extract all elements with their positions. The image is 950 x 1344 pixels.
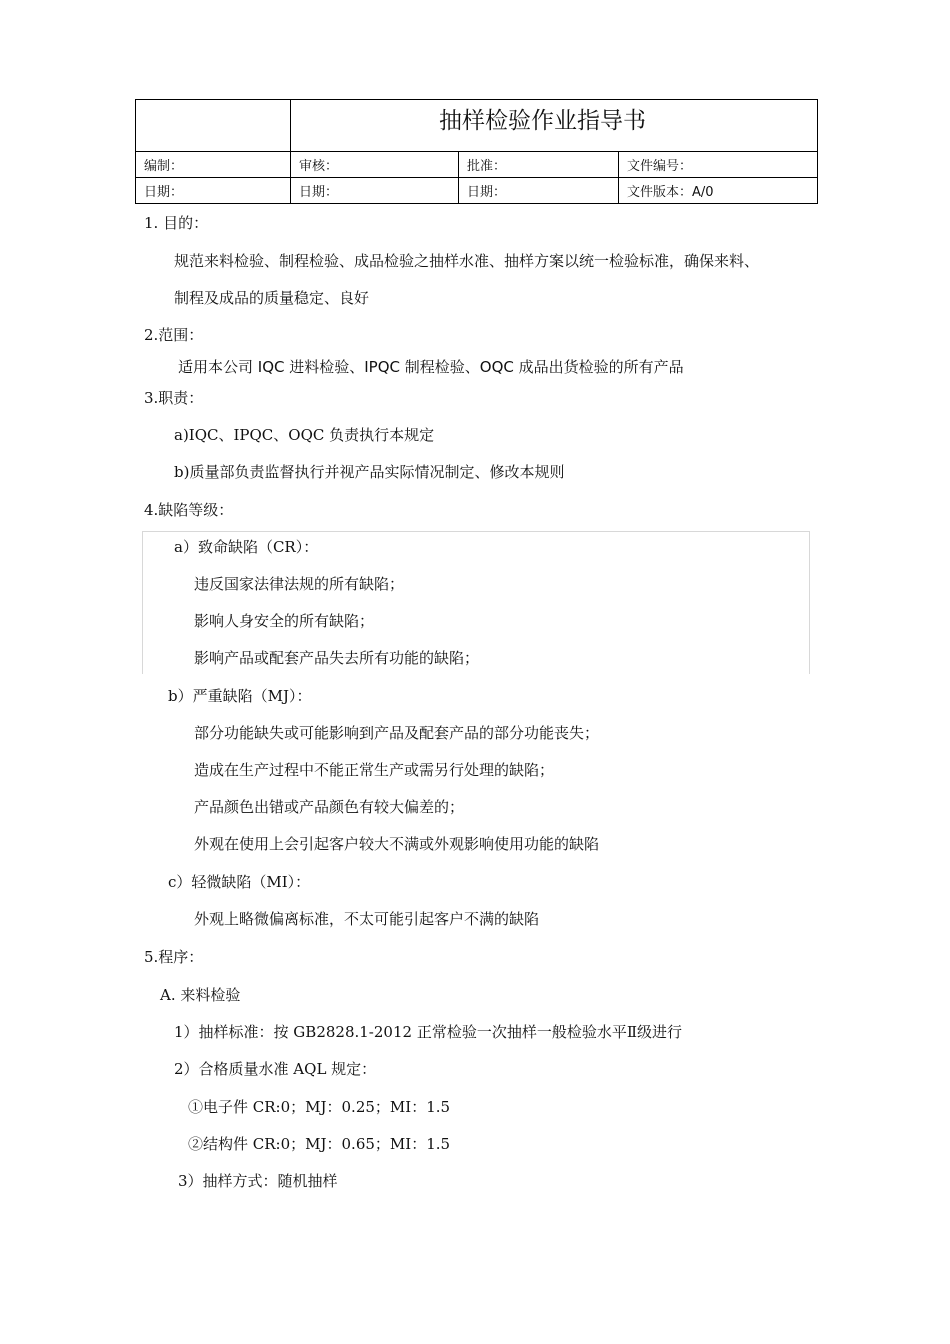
reviewer-field: 审核： [291,152,459,178]
critical-defect-item: 影响产品或配套产品失去所有功能的缺陷； [194,649,480,667]
minor-defect-item: 外观上略微偏离标准，不太可能引起客户不满的缺陷 [194,910,540,928]
section-5-heading: 5.程序： [144,948,204,966]
aql-heading: 2）合格质量水准 AQL 规定： [174,1060,377,1078]
major-defect-item: 外观在使用上会引起客户较大不满或外观影响使用功能的缺陷 [194,835,600,853]
major-defect-item: 造成在生产过程中不能正常生产或需另行处理的缺陷； [194,761,555,779]
author-field: 编制： [136,152,291,178]
document-title: 抽样检验作业指导书 [291,100,818,152]
critical-defect-item: 违反国家法律法规的所有缺陷； [194,575,405,593]
major-defect-title: b）严重缺陷（MJ）： [168,687,312,705]
doc-version-field: 文件版本：A/0 [619,178,818,204]
section-2-heading: 2.范围： [144,326,204,344]
approver-field: 批准： [459,152,619,178]
critical-defect-item: 影响人身安全的所有缺陷； [194,612,375,630]
section-3-item-b: b)质量部负责监督执行并视产品实际情况制定、修改本规则 [174,463,565,481]
author-date-field: 日期： [136,178,291,204]
reviewer-date-field: 日期： [291,178,459,204]
document-header-table [135,99,818,204]
section-1-heading: 1. 目的： [144,214,209,232]
incoming-inspection-heading: A. 来料检验 [160,986,241,1004]
logo-cell [136,100,291,152]
section-1-body-line-1: 规范来料检验、制程检验、成品检验之抽样水准、抽样方案以统一检验标准，确保来料、 [174,252,760,270]
major-defect-item: 产品颜色出错或产品颜色有较大偏差的； [194,798,465,816]
section-2-body: 适用本公司 IQC 进料检验、IPQC 制程检验、OQC 成品出货检验的所有产品 [178,358,684,376]
aql-structural: ②结构件 CR:0；MJ：0.65；MI：1.5 [188,1135,451,1153]
section-3-heading: 3.职责： [144,389,204,407]
major-defect-item: 部分功能缺失或可能影响到产品及配套产品的部分功能丧失； [194,724,600,742]
approver-date-field: 日期： [459,178,619,204]
sampling-standard: 1）抽样标准：按 GB2828.1-2012 正常检验一次抽样一般检验水平Ⅱ级进行 [174,1023,683,1041]
critical-defect-title: a）致命缺陷（CR）： [174,538,319,556]
minor-defect-title: c）轻微缺陷（MI）： [168,873,311,891]
section-4-heading: 4.缺陷等级： [144,501,234,519]
doc-number-field: 文件编号： [619,152,818,178]
aql-electronic: ①电子件 CR:0；MJ：0.25；MI：1.5 [188,1098,451,1116]
section-3-item-a: a)IQC、IPQC、OQC 负责执行本规定 [174,426,435,444]
section-1-body-line-2: 制程及成品的质量稳定、良好 [174,289,370,307]
sampling-method: 3）抽样方式：随机抽样 [178,1172,338,1190]
